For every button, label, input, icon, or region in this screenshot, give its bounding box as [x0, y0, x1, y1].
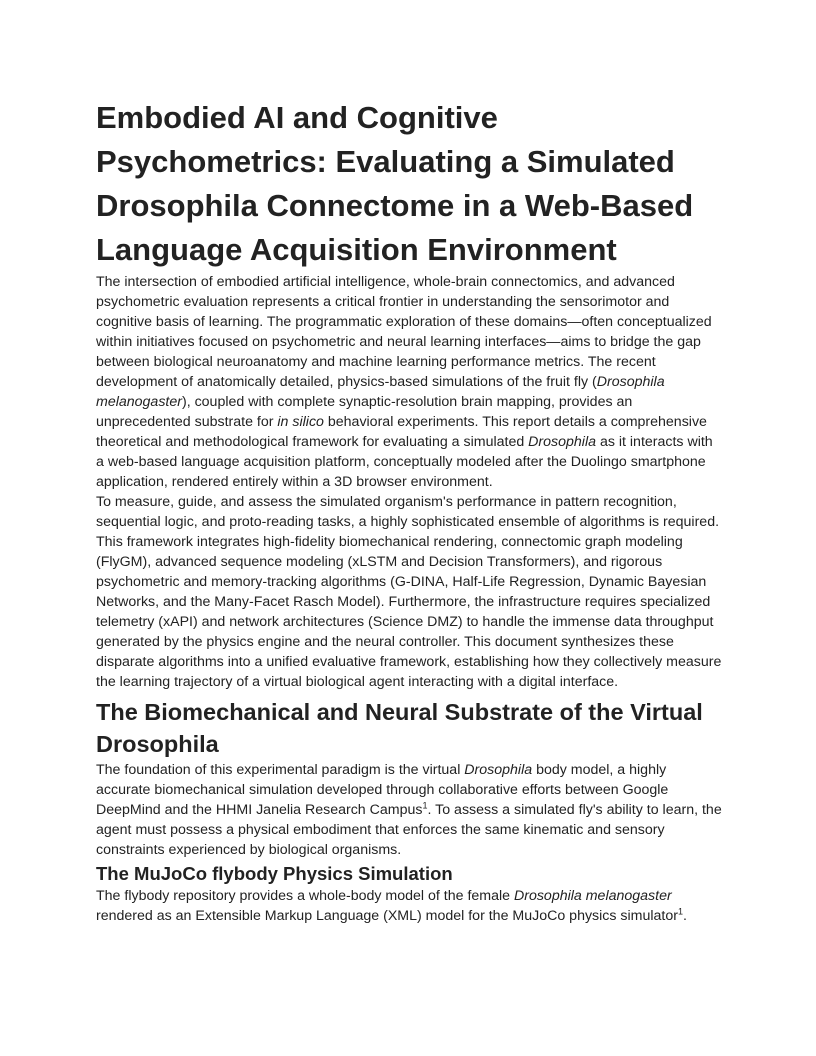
text-run: The intersection of embodied artificial intelligence, whole-brain connectomics, and advanced psychometric evaluation represents a critical frontier in understanding the sensorimotor and cognitive basis of learning. The programmatic exploration of these domains—often conceptualized within initiatives focused on psychometric and neural learning interfaces—aims to bridge the gap between biological neuroanatomy and machine learning performance metrics. The recent development of anatomically detailed, physics-based simulations of the fruit fly ( [96, 274, 712, 390]
italic-text: Drosophila melanogaster [96, 374, 665, 410]
italic-text: Drosophila [464, 762, 533, 778]
text-run: rendered as an Extensible Markup Language (XML) model for the MuJoCo physics simulator [96, 908, 678, 924]
italic-text: Drosophila [528, 434, 596, 450]
document-page [96, 96, 722, 926]
footnote-ref[interactable]: 1 [677, 906, 683, 917]
text-run: body model, a highly accurate biomechanical simulation developed through collaborative efforts between Google DeepMind and the HHMI Janelia Research Campus [96, 762, 669, 818]
subsection-heading: The MuJoCo flybody Physics Simulation [96, 863, 453, 884]
text-run: . [683, 908, 687, 924]
text-run: behavioral experiments. This report details a comprehensive theoretical and methodological framework for evaluating a simulated [96, 414, 707, 450]
text-run: The flybody repository provides a whole-body model of the female [96, 888, 514, 904]
text-run: ), coupled with complete synaptic-resolution brain mapping, provides an unprecedented substrate for [96, 394, 633, 430]
text-run: as it interacts with a web-based language acquisition platform, conceptually modeled after the Duolingo smartphone application, rendered entirely within a 3D browser environment. [96, 434, 713, 490]
intro-paragraph-2: To measure, guide, and assess the simulated organism's performance in pattern recognition, sequential logic, and proto-reading tasks, a highly sophisticated ensemble of algorithms is required. This framework integrates high-fidelity biomechanical rendering, connectomic graph modeling (FlyGM), advanced sequence modeling (xLSTM and Decision Transformers), and rigorous psychometric and memory-tracking algorithms (G-DINA, Half-Life Regression, Dynamic Bayesian Networks, and the Many-Facet Rasch Model). Furthermore, the infrastructure requires specialized telemetry (xAPI) and network architectures (Science DMZ) to handle the immense data throughput generated by the physics engine and the neural controller. This document synthesizes these disparate algorithms into a unified evaluative framework, establishing how they collectively measure the learning trajectory of a virtual biological agent interacting with a digital interface. [96, 494, 722, 690]
section-heading: The Biomechanical and Neural Substrate of the Virtual Drosophila [96, 699, 703, 757]
section-paragraph [96, 760, 722, 860]
document-title: Embodied AI and Cognitive Psychometrics: Evaluating a Simulated Drosophila Connectome in a Web-Based Language Acquisition Environment [96, 100, 694, 267]
text-run: . To assess a simulated fly's ability to learn, the agent must possess a physical embodiment that enforces the same kinematic and sensory constraints experienced by biological organisms. [96, 802, 722, 858]
italic-text: Drosophila melanogaster [513, 888, 672, 904]
footnote-ref[interactable]: 1 [422, 800, 428, 811]
subsection-paragraph [96, 886, 722, 926]
italic-text: in silico [277, 414, 324, 430]
text-run: The foundation of this experimental paradigm is the virtual [96, 762, 465, 778]
intro-paragraph-1 [96, 272, 722, 492]
